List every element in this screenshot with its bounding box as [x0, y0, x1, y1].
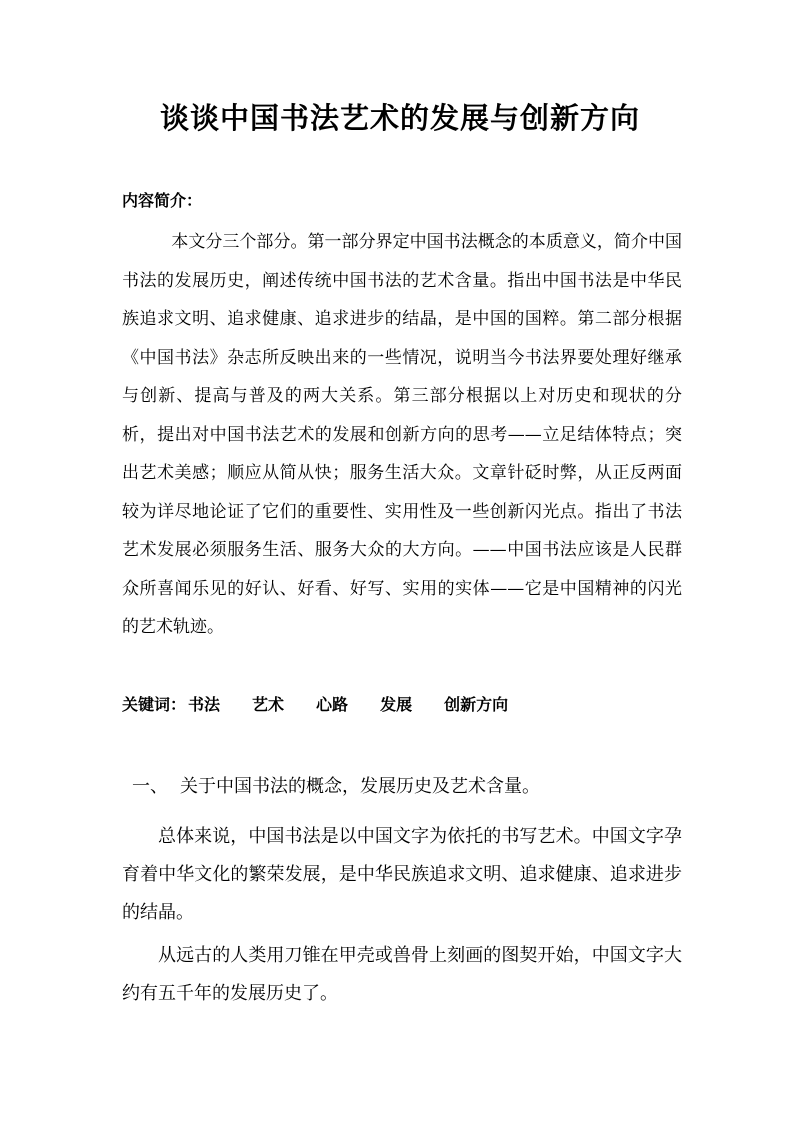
keyword-item: 书法 — [188, 695, 221, 714]
body-paragraph: 从远古的人类用刀锥在甲壳或兽骨上刻画的图契开始，中国文字大约有五千年的发展历史了。 — [122, 945, 682, 1004]
keyword-item: 艺术 — [252, 695, 285, 714]
body-paragraph: 总体来说，中国书法是以中国文字为依托的书写艺术。中国文字孕育着中华文化的繁荣发展，是中华民族追求文明、追求健康、追求进步的结晶。 — [122, 826, 682, 923]
section-heading — [132, 772, 540, 798]
abstract-heading: 内容简介： — [122, 191, 203, 210]
section-heading-text: 关于中国书法的概念，发展历史及艺术含量。 — [180, 776, 540, 797]
keyword-item: 发展 — [380, 695, 413, 714]
abstract-paragraph: 本文分三个部分。第一部分界定中国书法概念的本质意义，简介中国书法的发展历史，阐述传统中国书法的艺术含量。指出中国书法是中华民族追求文明、追求健康、追求进步的结晶，是中国的国粹。第二部分根据《中国书法》杂志所反映出来的一些情况，说明当今书法界要处理好继承与创新、提高与普及的两大关系。第三部分根据以上对历史和现状的分析，提出对中国书法艺术的发展和创新方向的思考——立足结体特点；突出艺术美感；顺应从简从快；服务生活大众。文章针砭时弊，从正反两面较为详尽地论证了它们的重要性、实用性及一些创新闪光点。指出了书法艺术发展必须服务生活、服务大众的大方向。——中国书法应该是人民群众所喜闻乐见的好认、好看、好写、实用的实体——它是中国精神的闪光的艺术轨迹。 — [122, 232, 682, 637]
keyword-item: 创新方向 — [444, 695, 509, 714]
document-title: 谈谈中国书法艺术的发展与创新方向 — [159, 101, 640, 135]
keywords-line — [122, 692, 540, 715]
keyword-item: 心路 — [316, 695, 349, 714]
section-number: 一、 — [132, 776, 168, 797]
keywords-label: 关键词： — [122, 695, 187, 714]
